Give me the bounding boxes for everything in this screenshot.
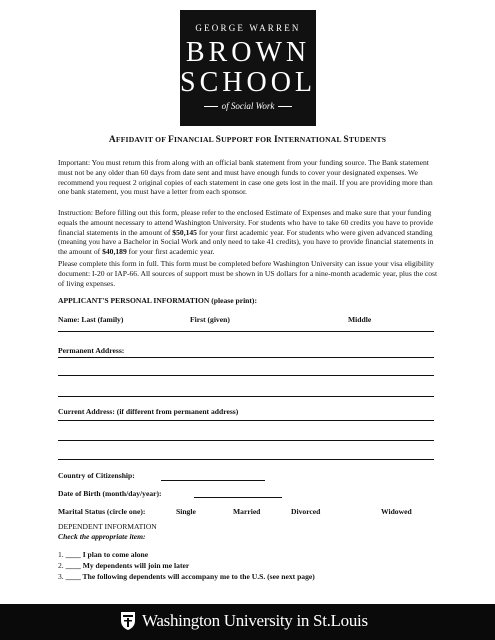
permanent-address-line-3[interactable]	[58, 396, 434, 397]
dependent-item-3[interactable]: 3. ____ The following dependents will accompany me to the U.S. (see next page)	[58, 572, 315, 581]
logo-line-1: GEORGE WARREN	[195, 23, 301, 33]
complete-paragraph: Please complete this form in full. This form must be completed before Washington University can issue your visa eligibility document: I-20 or IAP-66. All sources of support must be shown in US dollars for a nine-month academic year, plus the cost of living expenses.	[58, 259, 438, 288]
citizenship-line[interactable]	[161, 480, 265, 481]
marital-option-single[interactable]: Single	[176, 507, 196, 516]
citizenship-label: Country of Citizenship:	[58, 471, 135, 480]
dependent-heading: DEPENDENT INFORMATION	[58, 522, 157, 531]
instruction-paragraph: Instruction: Before filling out this form, please refer to the enclosed Estimate of Expenses and make sure that your funding equals the amount necessary to attend Washington University. For students who have to take 60 credits you have to provide financial statements in the amount of $50,145 for your first academic year. For students who were given advanced standing (meaning you have a Bachelor in Social Work and only need to take 41 credits), you have to provide financial statements in the amount of $40,189 for your first academic year.	[58, 208, 434, 257]
permanent-address-line-2[interactable]	[58, 375, 434, 376]
logo-line-3: SCHOOL	[180, 67, 317, 98]
name-middle-label: Middle	[348, 315, 372, 324]
permanent-address-line-1[interactable]	[58, 357, 434, 358]
section-heading: APPLICANT'S PERSONAL INFORMATION (please print):	[58, 296, 257, 305]
dependent-check-instruction: Check the appropriate item:	[58, 532, 146, 541]
logo-line-4: of Social Work	[180, 101, 316, 111]
marital-option-widowed[interactable]: Widowed	[381, 507, 412, 516]
amount-60-credits: $50,145	[172, 227, 197, 237]
dob-line[interactable]	[194, 497, 282, 498]
dependent-item-1[interactable]: 1. ____ I plan to come alone	[58, 550, 149, 559]
current-address-line-2[interactable]	[58, 440, 434, 441]
university-wordmark: Washington University in St.Louis	[142, 611, 368, 630]
footer-bar	[0, 604, 495, 640]
marital-status-label: Marital Status (circle one):	[58, 507, 146, 516]
important-paragraph: Important: You must return this from along with an official bank statement from your funding source. The Bank statement must not be any older than 60 days from date sent and must have enough funds to cover your designated expenses. We recommend you request 2 original copies of each statement in case one gets lost in the mail. If you are providing more than one bank statement, you must have a letter from each sponsor.	[58, 158, 433, 197]
school-logo	[180, 10, 316, 126]
name-line[interactable]	[58, 331, 434, 332]
current-address-line-1[interactable]	[58, 420, 434, 421]
current-address-line-3[interactable]	[58, 459, 434, 460]
permanent-address-label: Permanent Address:	[58, 346, 125, 355]
dob-label: Date of Birth (month/day/year):	[58, 489, 162, 498]
university-crest-icon	[120, 611, 136, 631]
dependent-item-2[interactable]: 2. ____ My dependents will join me later	[58, 561, 190, 570]
marital-option-divorced[interactable]: Divorced	[291, 507, 321, 516]
current-address-label: Current Address: (if different from permanent address)	[58, 407, 239, 416]
name-first-label: First (given)	[190, 315, 230, 324]
amount-41-credits: $40,189	[102, 247, 127, 257]
logo-line-2: BROWN	[185, 37, 311, 68]
document-title: AFFIDAVIT OF FINANCIAL SUPPORT FOR INTERNATIONAL STUDENTS	[108, 135, 387, 145]
name-last-label: Name: Last (family)	[58, 315, 124, 324]
marital-option-married[interactable]: Married	[233, 507, 261, 516]
